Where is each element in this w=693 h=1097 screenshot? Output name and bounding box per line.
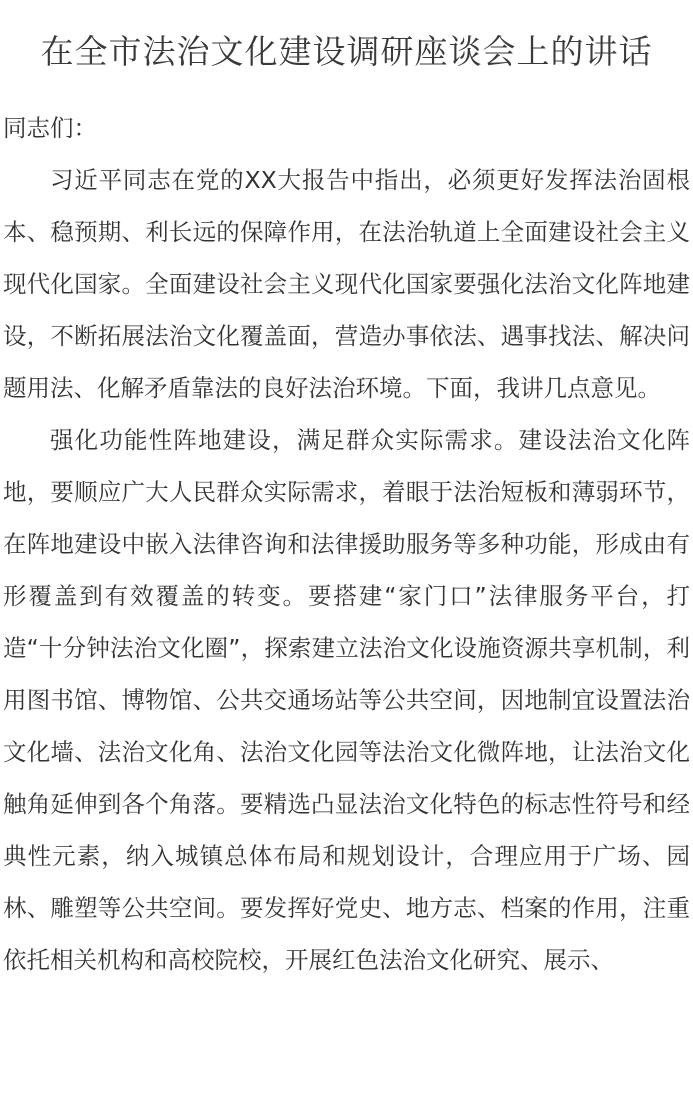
document-body xyxy=(3,102,690,986)
paragraph: 习近平同志在党的XX大报告中指出，必须更好发挥法治固根本、稳预期、利长远的保障作用，在法治轨道上全面建设社会主义现代化国家。全面建设社会主义现代化国家要强化法治文化阵地建设，不断拓展法治文化覆盖面，营造办事依法、遇事找法、解决问题用法、化解矛盾靠法的良好法治环境。下面，我讲几点意见。 xyxy=(3,166,690,402)
document-title: 在全市法治文化建设调研座谈会上的讲话 xyxy=(40,32,653,71)
paragraph: 强化功能性阵地建设，满足群众实际需求。建设法治文化阵地，要顺应广大人民群众实际需求，着眼于法治短板和薄弱环节，在阵地建设中嵌入法律咨询和法律援助服务等多种功能，形成由有形覆盖到有效覆盖的转变。要搭建“家门口”法律服务平台，打造“十分钟法治文化圈”，探索建立法治文化设施资源共享机制，利用图书馆、博物馆、公共交通场站等公共空间，因地制宜设置法治文化墙、法治文化角、法治文化园等法治文化微阵地，让法治文化触角延伸到各个角落。要精选凸显法治文化特色的标志性符号和经典性元素，纳入城镇总体布局和规划设计，合理应用于广场、园林、雕塑等公共空间。要发挥好党史、地方志、档案的作用，注重依托相关机构和高校院校，开展红色法治文化研究、展示、 xyxy=(3,426,690,974)
salutation: 同志们： xyxy=(3,114,97,142)
